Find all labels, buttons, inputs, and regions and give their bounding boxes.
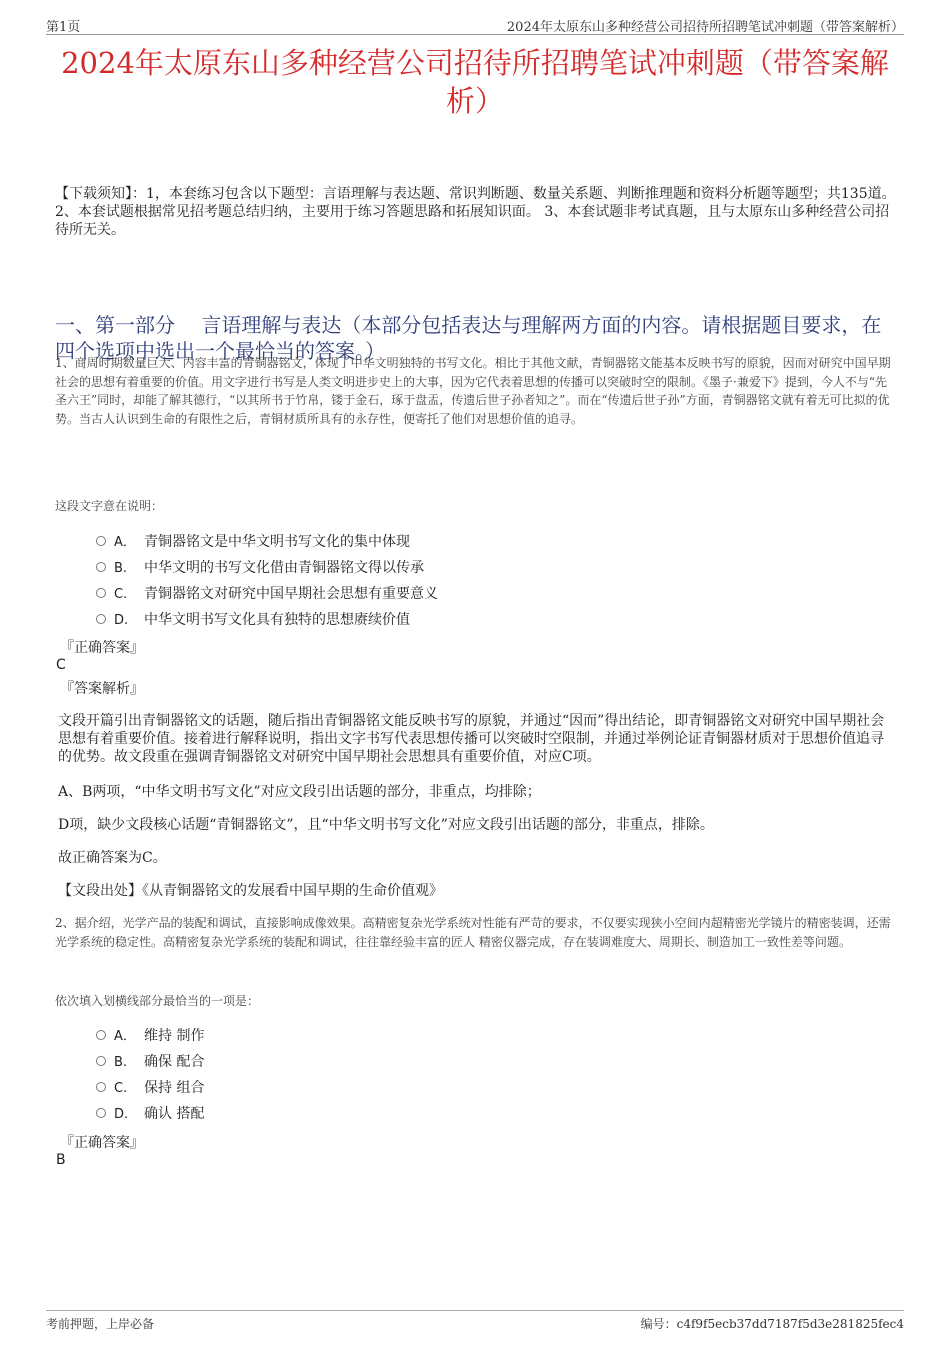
radio-icon[interactable] [96, 614, 106, 624]
radio-icon[interactable] [96, 1030, 106, 1040]
analysis-paragraph: 文段开篇引出青铜器铭文的话题，随后指出青铜器铭文能反映书写的原貌，并通过“因而”得出结论，即青铜器铭文对研究中国早期社会思想有着重要价值。接着进行解释说明，指出文字书写代表思想传播可以突破时空限制，并通过举例论证青铜器材质对于思想价值追寻的优势。故文段重在强调青铜器铭文对研究中国早期社会思想具有重要价值，对应C项。 [58, 713, 885, 765]
option-c[interactable]: C. 保持 组合 [96, 1075, 204, 1101]
radio-icon[interactable] [96, 536, 106, 546]
document-id: 编号：c4f9f5ecb37dd7187f5d3e281825fec4 [640, 1317, 904, 1331]
option-b[interactable]: B. 中华文明的书写文化借由青铜器铭文得以传承 [96, 555, 438, 581]
text-source: 【文段出处】《从青铜器铭文的发展看中国早期的生命价值观》 [58, 883, 443, 899]
correct-answer-label: 『正确答案』 [60, 640, 144, 656]
option-d[interactable]: D. 中华文明书写文化具有独特的思想赓续价值 [96, 607, 438, 633]
radio-icon[interactable] [96, 1056, 106, 1066]
page-header [46, 14, 904, 35]
question-2-text: 2、据介绍，光学产品的装配和调试，直接影响成像效果。高精密复杂光学系统对性能有严苛的要求，不仅要实现狭小空间内超精密光学镜片的精密装调，还需 光学系统的稳定性。高精密复杂光学系统的装配和调试，往往靠经验丰富的匠人 精密仪器完成，存在装调难度大、周期长、制造加工一致性差等问题。 [55, 916, 891, 949]
option-c[interactable]: C. 青铜器铭文对研究中国早期社会思想有重要意义 [96, 581, 438, 607]
option-d[interactable]: D. 确认 搭配 [96, 1101, 204, 1127]
footer-slogan: 考前押题，上岸必备 [46, 1317, 155, 1331]
radio-icon[interactable] [96, 588, 106, 598]
option-a[interactable]: A． 青铜器铭文是中华文明书写文化的集中体现 [96, 529, 438, 555]
question-1-text: 1、商周时期数量巨大、内容丰富的青铜器铭文，体现了中华文明独特的书写文化。相比于其他文献，青铜器铭文能基本反映书写的原貌，因而对研究中国早期社会的思想有着重要的价值。用文字进行书写是人类文明进步史上的大事，因为它代表着思想的传播可以突破时空的限制。《墨子·兼爱下》提到，今人不与“先圣六王”同时，却能了解其德行，“以其所书于竹帛，镂于金石，琢于盘盂，传遗后世子孙者知之”。而在“传遗后世子孙”方面，青铜器铭文就有着无可比拟的优势。当古人认识到生命的有限性之后，青铜材质所具有的永存性，便寄托了他们对思想价值的追寻。 [55, 356, 891, 426]
section-heading: 一、第一部分 言语理解与表达（本部分包括表达与理解两方面的内容。请根据题目要求，在四个选项中选出一个最恰当的答案。） [55, 313, 882, 363]
correct-answer-value: B [56, 1152, 66, 1168]
option-b[interactable]: B. 确保 配合 [96, 1049, 204, 1075]
correct-answer-value: C [56, 657, 66, 673]
radio-icon[interactable] [96, 1082, 106, 1092]
analysis-d: D项，缺少文段核心话题“青铜器铭文”，且“中华文明书写文化”对应文段引出话题的部分，非重点，排除。 [58, 817, 714, 833]
document-title: 2024年太原东山多种经营公司招待所招聘笔试冲刺题（带答案解析） [61, 46, 889, 118]
correct-answer-label: 『正确答案』 [60, 1135, 144, 1151]
analysis-conclusion: 故正确答案为C。 [58, 850, 167, 866]
download-notice: 【下载须知】：1，本套练习包含以下题型：言语理解与表达题、常识判断题、数量关系题、判断推理题和资料分析题等题型；共135道。 2、本套试题根据常见招考题总结归纳，主要用于练习答题思路和拓展知识面。 3、本套试题非考试真题，且与太原东山多种经营公司招待所无关。 [55, 186, 896, 238]
option-a[interactable]: A． 维持 制作 [96, 1023, 204, 1049]
header-doc-title: 2024年太原东山多种经营公司招待所招聘笔试冲刺题（带答案解析） [506, 20, 904, 35]
page-footer [46, 1310, 904, 1333]
question-1-options [96, 529, 438, 633]
radio-icon[interactable] [96, 562, 106, 572]
analysis-ab: A、B两项，“中华文明书写文化”对应文段引出话题的部分，非重点，均排除； [58, 784, 541, 800]
question-2-options [96, 1023, 204, 1127]
radio-icon[interactable] [96, 1108, 106, 1118]
page-number: 第1页 [46, 20, 81, 35]
question-1-prompt: 这段文字意在说明： [55, 499, 164, 513]
question-2-prompt: 依次填入划横线部分最恰当的一项是： [55, 994, 260, 1008]
analysis-label: 『答案解析』 [60, 681, 144, 697]
